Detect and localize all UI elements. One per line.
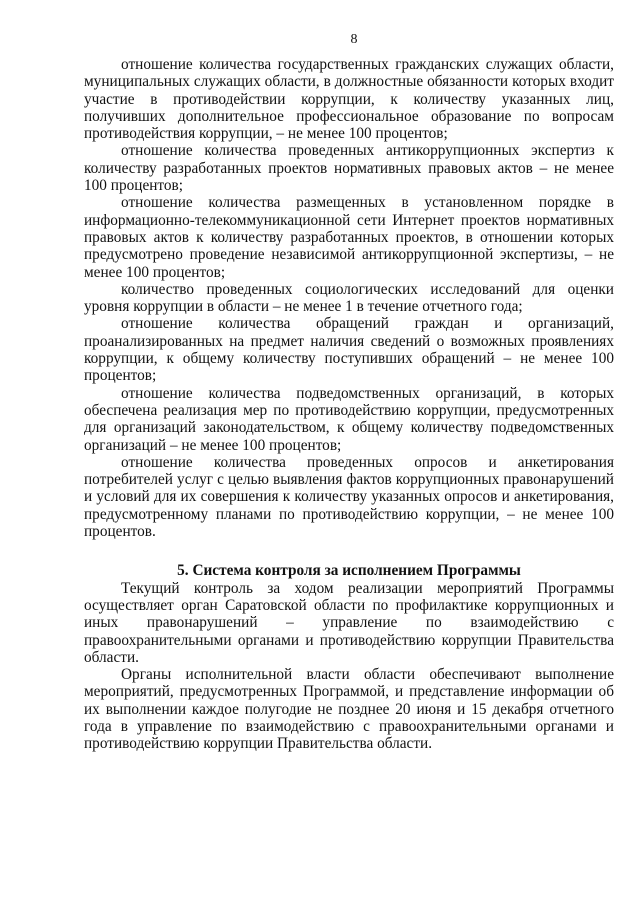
page-number: 8 [350,32,358,47]
paragraph-indicator-training: отношение количества государственных гражданских служащих области, муниципальных служащих области, в должностные обязанности которых входит участие в противодействии коррупции, к количеству указанных лиц, получивших дополнительное профессиональное образование по вопросам противодействия коррупции, – не менее 100 процентов; [84,56,614,143]
section-heading: 5. Система контроля за исполнением Программы [177,562,521,580]
paragraph-indicator-organizations: отношение количества подведомственных организаций, в которых обеспечена реализация мер по противодействию коррупции, предусмотренных для организаций законодательством, к общему количеству подведомственных организаций – не менее 100 процентов; [84,384,614,454]
document-page [84,30,614,753]
paragraph-current-control: Текущий контроль за ходом реализации мероприятий Программы осуществляет орган Саратовской области по профилактике коррупционных и иных правонарушений – управление по взаимодействию с правоохранительными органами и противодействию коррупции Правительства области. [84,579,614,666]
paragraph-executive-bodies: Органы исполнительной власти области обеспечивают выполнение мероприятий, предусмотренных Программой, и представление информации об их выполнении каждое полугодие не позднее 20 июня и 15 декабря отчетного года в управление по взаимодействию с правоохранительными органами и противодействию коррупции Правительства области. [84,666,614,753]
paragraph-indicator-appeals: отношение количества обращений граждан и организаций, проанализированных на предмет наличия сведений о возможных проявлениях коррупции, к общему количеству поступивших обращений – не менее 100 процентов; [84,315,614,385]
paragraph-indicator-published-drafts: отношение количества размещенных в установленном порядке в информационно-телекоммуникационной сети Интернет проектов нормативных правовых актов к количеству разработанных проектов, в отношении которых предусмотрено проведение независимой антикоррупционной экспертизы, – не менее 100 процентов; [84,194,614,281]
paragraph-indicator-expertise: отношение количества проведенных антикоррупционных экспертиз к количеству разработанных проектов нормативных правовых актов – не менее 100 процентов; [84,142,614,195]
paragraph-indicator-surveys: количество проведенных социологических исследований для оценки уровня коррупции в области – не менее 1 в течение отчетного года; [84,280,614,316]
paragraph-indicator-consumer-polls: отношение количества проведенных опросов и анкетирования потребителей услуг с целью выявления фактов коррупционных правонарушений и условий для их совершения к количеству указанных опросов и анкетирования, предусмотренному планами по противодействию коррупции, – не менее 100 процентов. [84,453,614,541]
